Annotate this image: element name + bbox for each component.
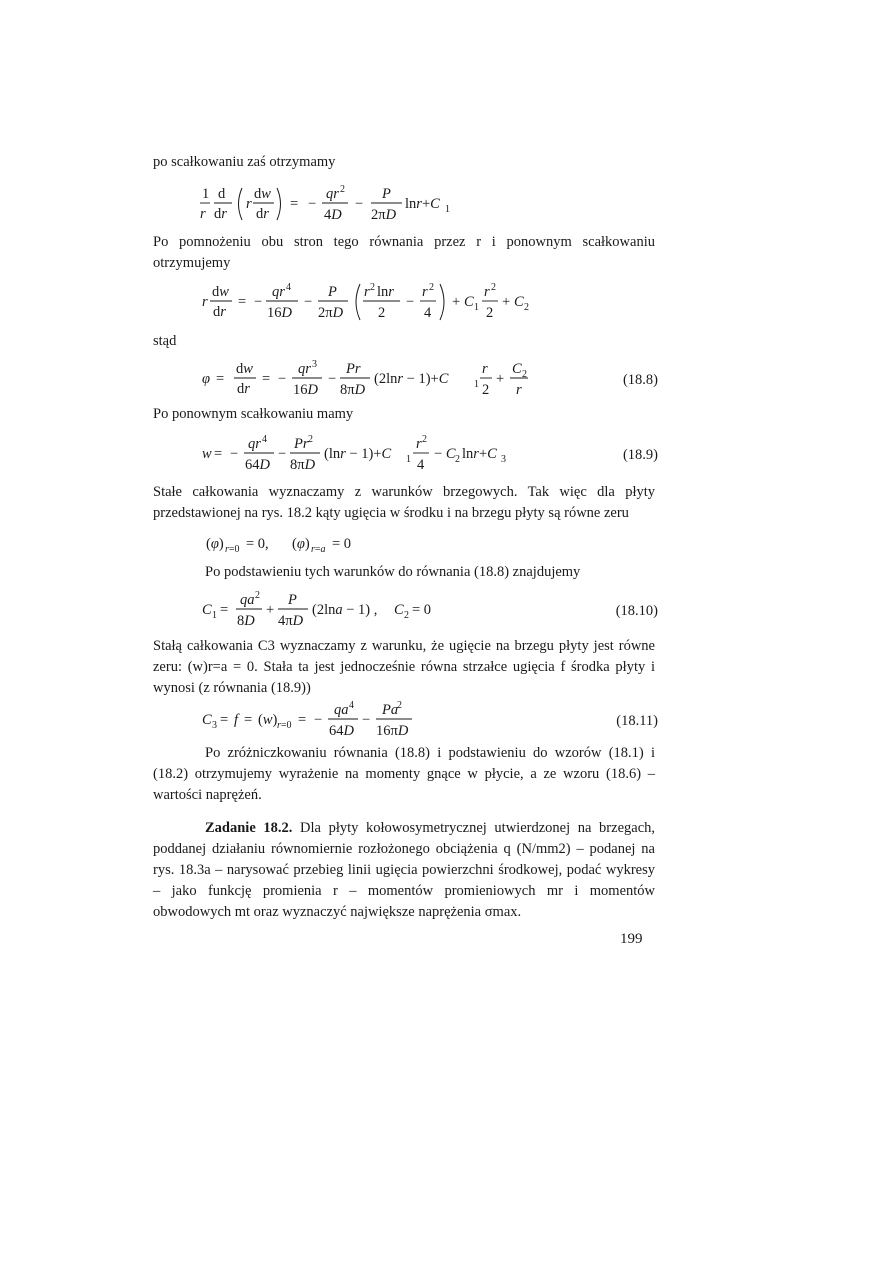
- task-18-2: [153, 818, 655, 923]
- svg-text:−: −: [254, 294, 263, 310]
- equation-18-8-svg: [150, 357, 590, 405]
- svg-text:P: P: [288, 592, 297, 608]
- paragraph-1: [153, 152, 655, 173]
- svg-text:2: 2: [522, 369, 527, 380]
- svg-text:2: 2: [255, 590, 260, 601]
- svg-text:(lnr − 1)+C: (lnr − 1)+C: [324, 446, 392, 462]
- svg-text:2: 2: [491, 282, 496, 293]
- svg-text:=: =: [290, 196, 299, 212]
- svg-text:1: 1: [212, 610, 217, 621]
- svg-text:= 0,: = 0,: [246, 536, 269, 552]
- equation-18-8: [150, 357, 660, 405]
- equation-18-9: [150, 432, 660, 480]
- svg-text:16D: 16D: [293, 382, 318, 398]
- paragraph-6: [153, 562, 655, 583]
- svg-text:r=a: r=a: [311, 544, 326, 555]
- paragraph-4-text: Po ponownym scałkowaniu mamy: [153, 406, 354, 422]
- svg-text:= 0: = 0: [412, 602, 432, 618]
- svg-text:r: r: [422, 284, 428, 300]
- svg-text:3: 3: [212, 720, 217, 731]
- svg-text:−: −: [308, 196, 317, 212]
- svg-text:C: C: [514, 294, 524, 310]
- paragraph-7-text: Stałą całkowania C3 wyznaczamy z warunku, że ugięcie na brzegu płyty jest równe zeru: (w)r=a = 0. Stała ta jest jednocześnie równa strzałce ugięcia f środka płyty i wynosi (z równania (18.9)): [153, 638, 655, 696]
- svg-text:dw: dw: [212, 284, 229, 300]
- svg-text:Pr: Pr: [294, 436, 309, 452]
- svg-text:dw: dw: [236, 361, 253, 377]
- equation-2-svg: [150, 280, 660, 328]
- svg-text:3: 3: [312, 359, 317, 370]
- svg-text:lnr+C: lnr+C: [405, 196, 440, 212]
- svg-text:16D: 16D: [267, 305, 292, 321]
- svg-text:r: r: [246, 196, 252, 212]
- svg-text:=: =: [298, 712, 307, 728]
- svg-text:2πD: 2πD: [318, 305, 344, 321]
- equation-18-11-svg: [150, 698, 570, 746]
- svg-text:=: =: [214, 446, 223, 462]
- paragraph-1-text: po scałkowaniu zaś otrzymamy: [153, 154, 336, 170]
- svg-text:8πD: 8πD: [290, 457, 316, 473]
- svg-text:8πD: 8πD: [340, 382, 366, 398]
- paragraph-8: [153, 743, 655, 806]
- paragraph-3: [153, 331, 655, 352]
- svg-text:2πD: 2πD: [371, 207, 397, 223]
- equation-number-18-10: (18.10): [615, 603, 658, 619]
- svg-text:r: r: [482, 361, 488, 377]
- svg-text:r: r: [416, 436, 422, 452]
- paragraph-8-text: Po zróżniczkowaniu równania (18.8) i podstawieniu do wzorów (18.1) i (18.2) otrzymujemy wyrażenie na momenty gnące w płycie, a ze wzoru (18.6) – wartości naprężeń.: [153, 745, 655, 803]
- svg-text:1: 1: [445, 204, 450, 215]
- svg-text:8D: 8D: [237, 613, 255, 629]
- equation-18-10: [150, 588, 660, 636]
- svg-text:P: P: [382, 186, 391, 202]
- svg-text:d: d: [218, 186, 226, 202]
- svg-text:1: 1: [406, 454, 411, 465]
- svg-text:=: =: [216, 371, 225, 387]
- paragraph-4: [153, 404, 655, 425]
- svg-text:+: +: [452, 294, 461, 310]
- svg-text:1: 1: [474, 379, 479, 390]
- svg-text:dr: dr: [237, 381, 250, 397]
- svg-text:φ: φ: [202, 371, 211, 387]
- equation-18-10-svg: [150, 588, 570, 636]
- paragraph-6-text: Po podstawieniu tych warunków do równania (18.8) znajdujemy: [205, 564, 581, 580]
- equation-2: [150, 280, 660, 328]
- svg-text:(φ): (φ): [292, 536, 310, 552]
- equation-1: [150, 182, 660, 230]
- svg-text:f: f: [234, 712, 239, 728]
- svg-text:lnr+C: lnr+C: [462, 446, 497, 462]
- task-text: Dla płyty kołowosymetrycznej utwierdzonej na brzegach, poddanej działaniu równomiernie rozłożonego obciążenia q (N/mm2) – podanej na rys. 18.3a – narysować przebieg linii ugięcia powierzchni środkowej, podać wykresy – jako funkcję promienia r – momentów promieniowych mr i momentów obwodowych mt oraz wyznaczyć największe naprężenia σmax.: [153, 820, 655, 920]
- svg-text:dr: dr: [256, 206, 269, 222]
- svg-text:dr: dr: [214, 206, 227, 222]
- equation-number-18-11: (18.11): [616, 713, 658, 729]
- svg-text:(φ): (φ): [206, 536, 224, 552]
- svg-text:=: =: [238, 294, 247, 310]
- equation-number-18-9: (18.9): [622, 447, 658, 463]
- svg-text:−: −: [328, 371, 337, 387]
- svg-text:qa: qa: [334, 702, 349, 718]
- svg-text:qr: qr: [272, 284, 285, 300]
- page-number: 199: [620, 931, 643, 947]
- svg-text:+: +: [502, 294, 511, 310]
- paragraph-2: [153, 232, 655, 274]
- svg-text:P: P: [328, 284, 337, 300]
- svg-text:r=0: r=0: [277, 720, 292, 731]
- svg-text:r: r: [484, 284, 490, 300]
- svg-text:2: 2: [378, 305, 386, 321]
- svg-text:w: w: [202, 446, 212, 462]
- svg-text:C: C: [202, 712, 212, 728]
- svg-text:qa: qa: [240, 592, 255, 608]
- svg-text:2: 2: [422, 434, 427, 445]
- svg-text:+: +: [496, 371, 505, 387]
- paragraph-2-text: Po pomnożeniu obu stron tego równania przez r i ponownym scałkowaniu otrzymujemy: [153, 234, 655, 271]
- svg-text:4: 4: [286, 282, 291, 293]
- svg-text:=: =: [244, 712, 253, 728]
- svg-text:4: 4: [262, 434, 267, 445]
- svg-text:Pa: Pa: [382, 702, 399, 718]
- svg-text:−: −: [278, 446, 287, 462]
- svg-text:r: r: [516, 382, 522, 398]
- svg-text:1: 1: [202, 186, 210, 202]
- svg-text:=: =: [262, 371, 271, 387]
- svg-text:r: r: [200, 206, 206, 222]
- svg-text:2: 2: [482, 382, 490, 398]
- svg-text:64D: 64D: [329, 723, 354, 739]
- svg-text:−: −: [314, 712, 323, 728]
- svg-text:−: −: [278, 371, 287, 387]
- paragraph-5-text: Stałe całkowania wyznaczamy z warunków brzegowych. Tak więc dla płyty przedstawionej na rys. 18.2 kąty ugięcia w środku i na brzegu płyty są równe zeru: [153, 484, 655, 521]
- svg-text:dw: dw: [254, 186, 271, 202]
- svg-text:=: =: [220, 602, 229, 618]
- svg-text:3: 3: [501, 454, 506, 465]
- svg-text:2: 2: [429, 282, 434, 293]
- task-label: Zadanie 18.2.: [205, 820, 293, 836]
- svg-text:64D: 64D: [245, 457, 270, 473]
- svg-text:C: C: [394, 602, 404, 618]
- svg-text:2: 2: [404, 610, 409, 621]
- svg-text:r=0: r=0: [225, 544, 240, 555]
- svg-text:C: C: [464, 294, 474, 310]
- svg-text:−: −: [362, 712, 371, 728]
- boundary-conditions-svg: [150, 532, 450, 558]
- svg-text:C: C: [512, 361, 522, 377]
- svg-text:qr: qr: [248, 436, 261, 452]
- svg-text:4: 4: [349, 700, 354, 711]
- svg-text:(2lnr − 1)+C: (2lnr − 1)+C: [374, 371, 449, 387]
- svg-text:−: −: [406, 294, 415, 310]
- svg-text:2: 2: [455, 454, 460, 465]
- svg-text:2: 2: [370, 282, 375, 293]
- paragraph-3-text: stąd: [153, 333, 177, 349]
- svg-text:qr: qr: [298, 361, 311, 377]
- equation-18-11: [150, 698, 660, 746]
- svg-text:= 0: = 0: [332, 536, 352, 552]
- svg-text:2: 2: [308, 434, 313, 445]
- svg-text:4D: 4D: [324, 207, 342, 223]
- svg-text:2: 2: [524, 302, 529, 313]
- svg-text:2: 2: [340, 184, 345, 195]
- svg-text:r: r: [364, 284, 370, 300]
- equation-18-9-svg: [150, 432, 590, 480]
- svg-text:(w): (w): [258, 712, 278, 728]
- svg-text:+: +: [266, 602, 275, 618]
- svg-text:1: 1: [474, 302, 479, 313]
- paragraph-5: [153, 482, 655, 524]
- svg-text:2: 2: [397, 700, 402, 711]
- svg-text:− C: − C: [434, 446, 456, 462]
- svg-text:4: 4: [417, 457, 425, 473]
- svg-text:C: C: [202, 602, 212, 618]
- svg-text:−: −: [230, 446, 239, 462]
- svg-text:Pr: Pr: [346, 361, 361, 377]
- svg-text:lnr: lnr: [377, 284, 394, 300]
- equation-number-18-8: (18.8): [622, 372, 658, 388]
- svg-text:(2lna − 1) ,: (2lna − 1) ,: [312, 602, 378, 618]
- paragraph-7: [153, 636, 655, 699]
- svg-text:16πD: 16πD: [376, 723, 409, 739]
- svg-text:4πD: 4πD: [278, 613, 304, 629]
- svg-text:−: −: [355, 196, 364, 212]
- svg-text:4: 4: [424, 305, 432, 321]
- svg-text:2: 2: [486, 305, 494, 321]
- svg-text:qr: qr: [326, 186, 339, 202]
- boundary-conditions: [150, 532, 660, 558]
- svg-text:−: −: [304, 294, 313, 310]
- svg-text:=: =: [220, 712, 229, 728]
- svg-text:r: r: [202, 294, 208, 310]
- equation-1-svg: [150, 182, 660, 230]
- svg-text:dr: dr: [213, 304, 226, 320]
